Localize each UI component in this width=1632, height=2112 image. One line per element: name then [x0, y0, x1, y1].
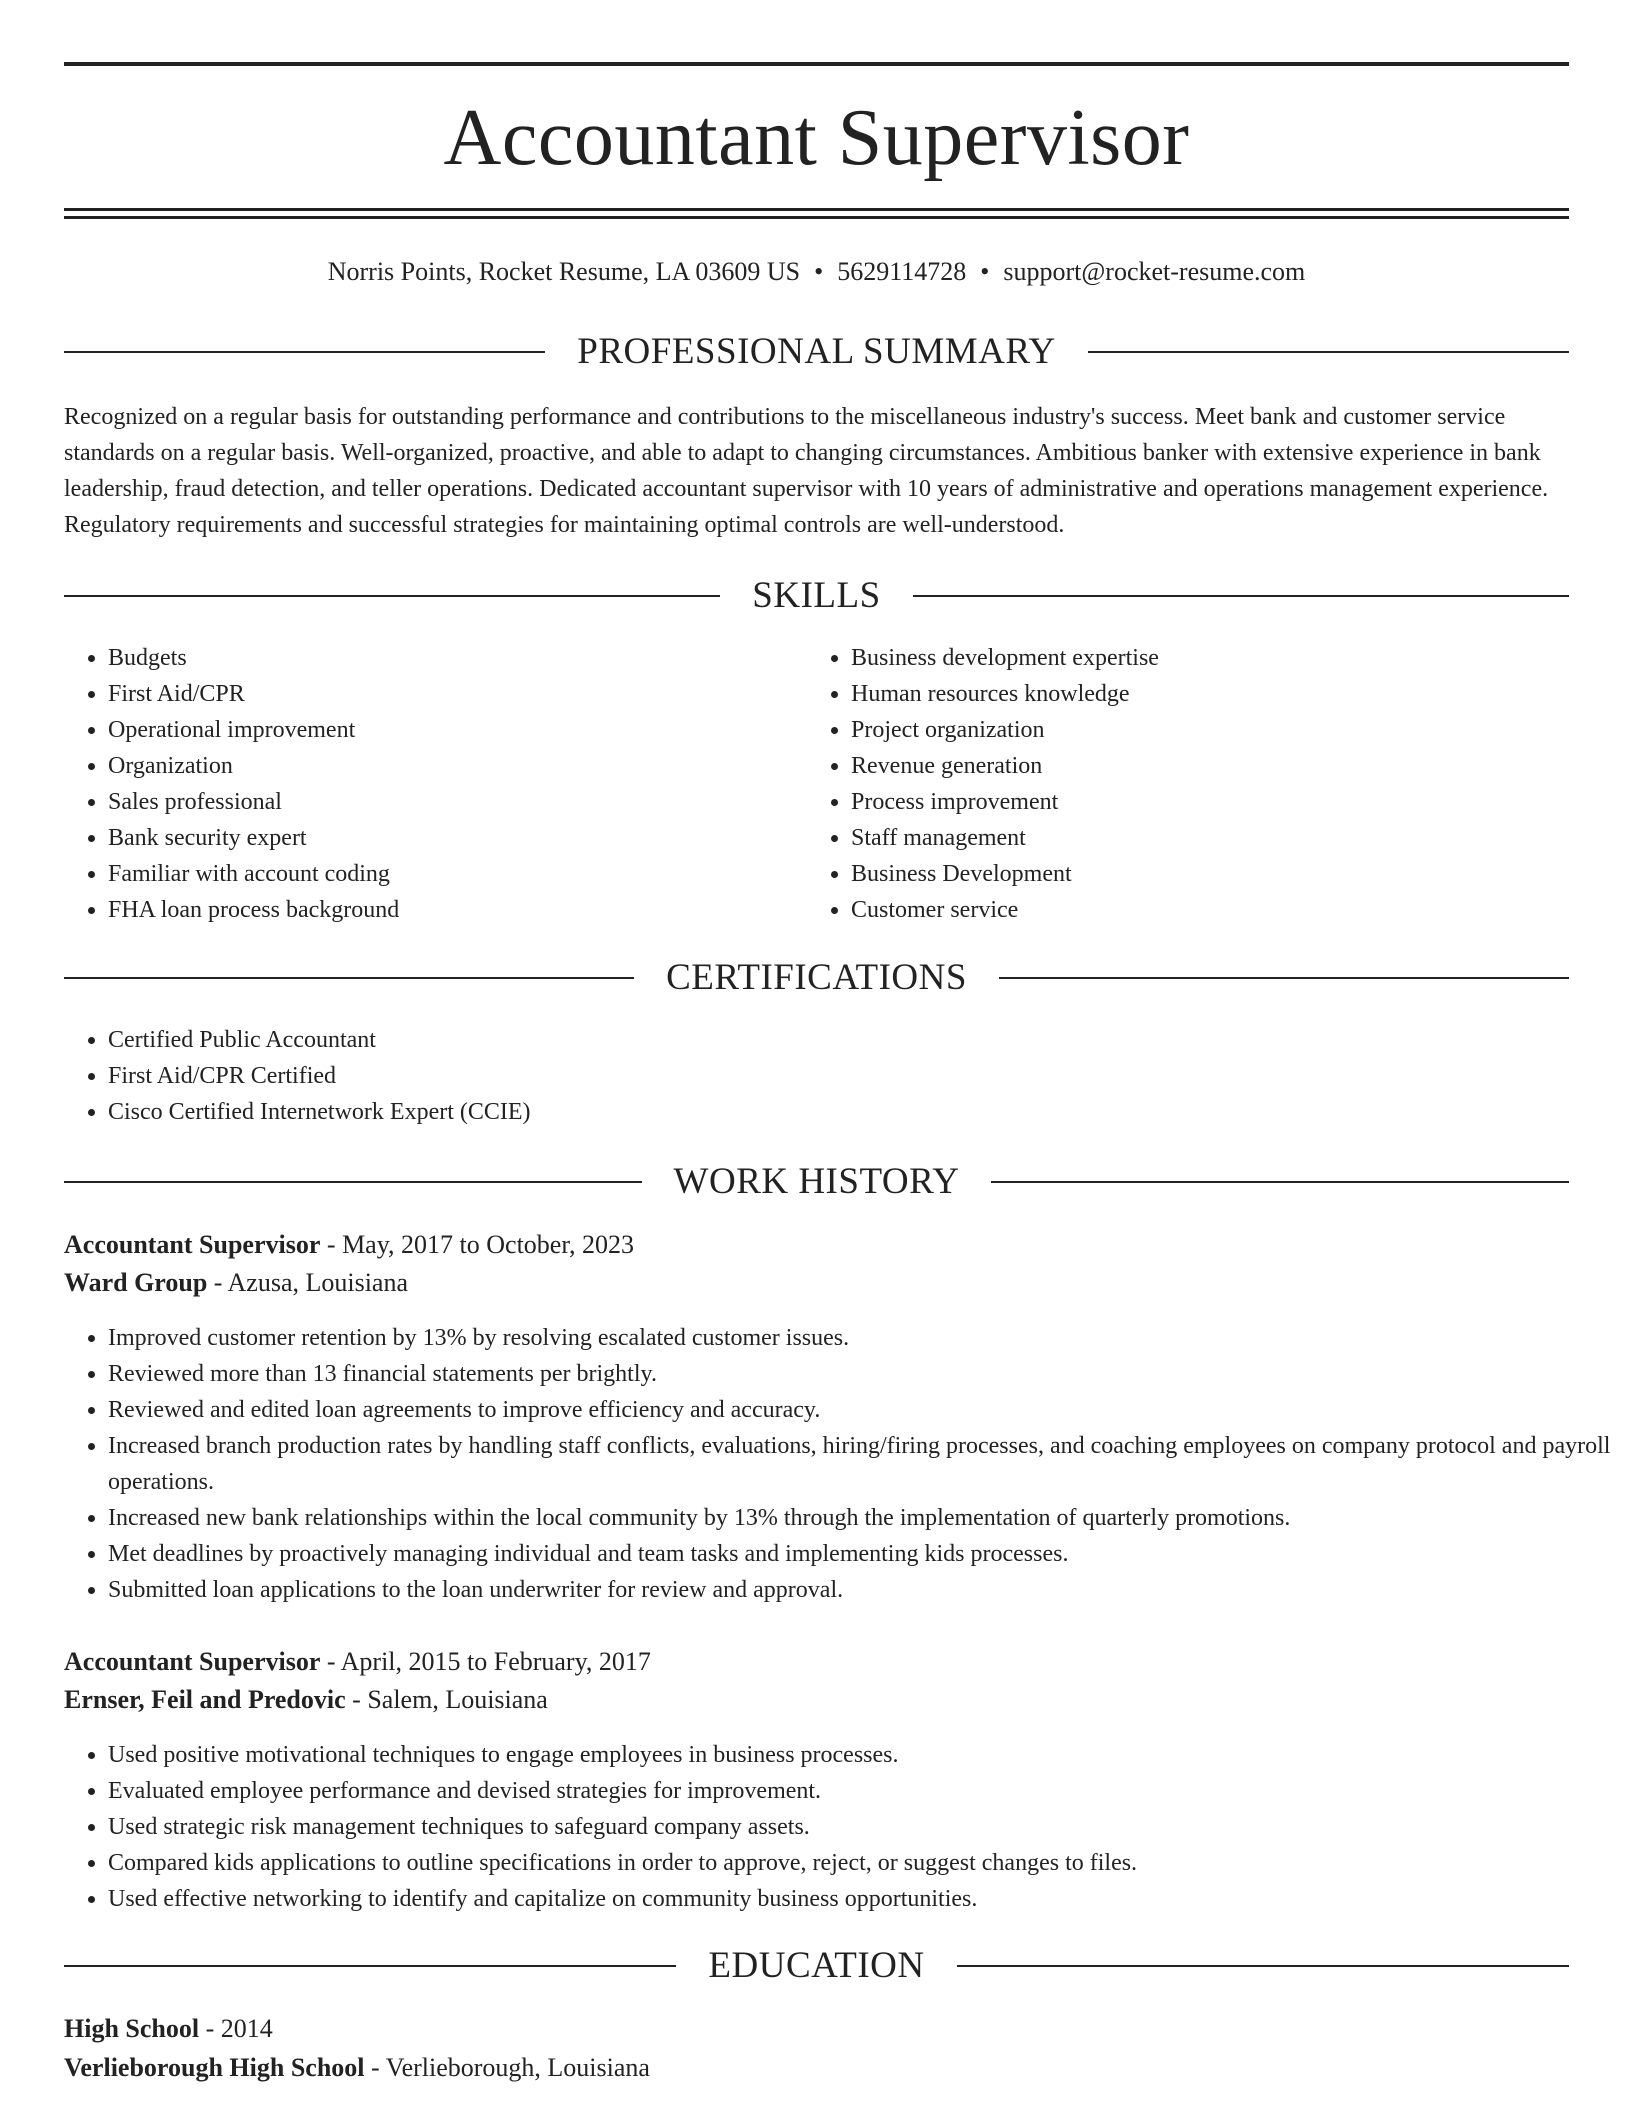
section-heading-skills — [64, 571, 1569, 621]
section-title: PROFESSIONAL SUMMARY — [577, 331, 1056, 372]
education-degree: High School — [64, 2014, 200, 2043]
job-bullet: • Compared kids applications to outline specifications in order to approve, reject, or suggest changes to files. — [108, 1845, 1613, 1881]
section-heading-summary — [64, 327, 1569, 377]
top-rule — [64, 62, 1569, 66]
job-bullet: • Used strategic risk management techniques to safeguard company assets. — [108, 1809, 1613, 1845]
heading-rule — [64, 351, 545, 353]
education-school-line — [64, 2049, 650, 2087]
education-degree-line — [64, 2010, 273, 2048]
skill-item: • Organization — [108, 748, 788, 784]
skill-item: • FHA loan process background — [108, 892, 788, 928]
section-heading-work-history — [64, 1157, 1569, 1207]
contact-address: Norris Points, Rocket Resume, LA 03609 US — [327, 257, 801, 286]
heading-rule — [64, 1965, 676, 1967]
job-bullets — [64, 1737, 1613, 1917]
job-bullet: • Met deadlines by proactively managing individual and team tasks and implementing kids processes. — [108, 1536, 1613, 1572]
section-title: WORK HISTORY — [673, 1161, 960, 1202]
job-bullet: • Increased new bank relationships within the local community by 13% through the implementation of quarterly promotions. — [108, 1500, 1613, 1536]
job-location: - Azusa, Louisiana — [213, 1268, 409, 1297]
heading-rule — [957, 1965, 1569, 1967]
contact-line — [64, 254, 1569, 290]
skill-item: • Operational improvement — [108, 712, 788, 748]
section-title: SKILLS — [752, 575, 881, 616]
job-company: Ward Group — [64, 1268, 208, 1297]
job-bullet: • Reviewed and edited loan agreements to improve efficiency and accuracy. — [108, 1392, 1613, 1428]
section-heading-education — [64, 1941, 1569, 1991]
summary-text: Recognized on a regular basis for outstanding performance and contributions to the miscellaneous industry's success. Meet bank and customer service standards on a regular basis. Well-organized, proactive, and able to adapt to changing circumstances. Ambitious banker with extensive experience in bank leadership, fraud detection, and teller operations. Dedicated accountant supervisor with 10 years of administrative and operations management experience. Regulatory requirements and successful strategies for maintaining optimal controls are well-understood. — [64, 404, 1549, 538]
skill-item: • Human resources knowledge — [851, 676, 1571, 712]
heading-rule — [1088, 351, 1569, 353]
job-bullet: • Increased branch production rates by handling staff conflicts, evaluations, hiring/firing processes, and coaching employees on company protocol and payroll operations. — [108, 1428, 1613, 1500]
heading-rule — [64, 1181, 642, 1183]
title-rule-lower — [64, 216, 1569, 219]
heading-rule — [64, 595, 720, 597]
skills-list-left — [64, 640, 788, 928]
resume-title: Accountant Supervisor — [443, 94, 1190, 182]
certification-item: • Certified Public Accountant — [108, 1022, 1558, 1058]
job-dates: - May, 2017 to October, 2023 — [326, 1230, 634, 1259]
education-location: - Verlieborough, Louisiana — [371, 2053, 650, 2082]
job-title: Accountant Supervisor — [64, 1647, 321, 1676]
job-location: - Salem, Louisiana — [352, 1685, 548, 1714]
contact-separator: • — [980, 257, 990, 286]
skill-item: • Customer service — [851, 892, 1571, 928]
heading-rule — [991, 1181, 1569, 1183]
skill-item: • Business Development — [851, 856, 1571, 892]
skill-item: • Project organization — [851, 712, 1571, 748]
skill-item: • Bank security expert — [108, 820, 788, 856]
skill-item: • Budgets — [108, 640, 788, 676]
job-bullet: • Used positive motivational techniques to engage employees in business processes. — [108, 1737, 1613, 1773]
certifications-list — [64, 1022, 1558, 1130]
heading-rule — [913, 595, 1569, 597]
job-title-line — [64, 1226, 634, 1264]
contact-separator: • — [814, 257, 824, 286]
title-rule-upper — [64, 208, 1569, 211]
job-dates: - April, 2015 to February, 2017 — [326, 1647, 651, 1676]
section-heading-certifications — [64, 953, 1569, 1003]
job-bullet: • Submitted loan applications to the loan underwriter for review and approval. — [108, 1572, 1613, 1608]
education-year: - 2014 — [205, 2014, 273, 2043]
job-bullet: • Reviewed more than 13 financial statements per brightly. — [108, 1356, 1613, 1392]
skill-item: • Revenue generation — [851, 748, 1571, 784]
job-bullet: • Improved customer retention by 13% by resolving escalated customer issues. — [108, 1320, 1613, 1356]
skill-item: • First Aid/CPR — [108, 676, 788, 712]
skill-item: • Business development expertise — [851, 640, 1571, 676]
job-bullet: • Used effective networking to identify and capitalize on community business opportunities. — [108, 1881, 1613, 1917]
skill-item: • Familiar with account coding — [108, 856, 788, 892]
job-company-line — [64, 1681, 548, 1719]
skills-list-right — [807, 640, 1571, 928]
skill-item: • Process improvement — [851, 784, 1571, 820]
job-company-line — [64, 1264, 408, 1302]
contact-email: support@rocket-resume.com — [1003, 257, 1306, 286]
job-title: Accountant Supervisor — [64, 1230, 321, 1259]
section-title: CERTIFICATIONS — [666, 957, 967, 998]
skill-item: • Staff management — [851, 820, 1571, 856]
certification-item: • Cisco Certified Internetwork Expert (CCIE) — [108, 1094, 1558, 1130]
heading-rule — [64, 977, 634, 979]
certification-item: • First Aid/CPR Certified — [108, 1058, 1558, 1094]
job-bullet: • Evaluated employee performance and devised strategies for improvement. — [108, 1773, 1613, 1809]
skill-item: • Sales professional — [108, 784, 788, 820]
job-bullets — [64, 1320, 1613, 1608]
section-title: EDUCATION — [708, 1945, 925, 1986]
heading-rule — [999, 977, 1569, 979]
education-school: Verlieborough High School — [64, 2053, 365, 2082]
contact-phone: 5629114728 — [837, 257, 967, 286]
job-company: Ernser, Feil and Predovic — [64, 1685, 346, 1714]
job-title-line — [64, 1643, 651, 1681]
